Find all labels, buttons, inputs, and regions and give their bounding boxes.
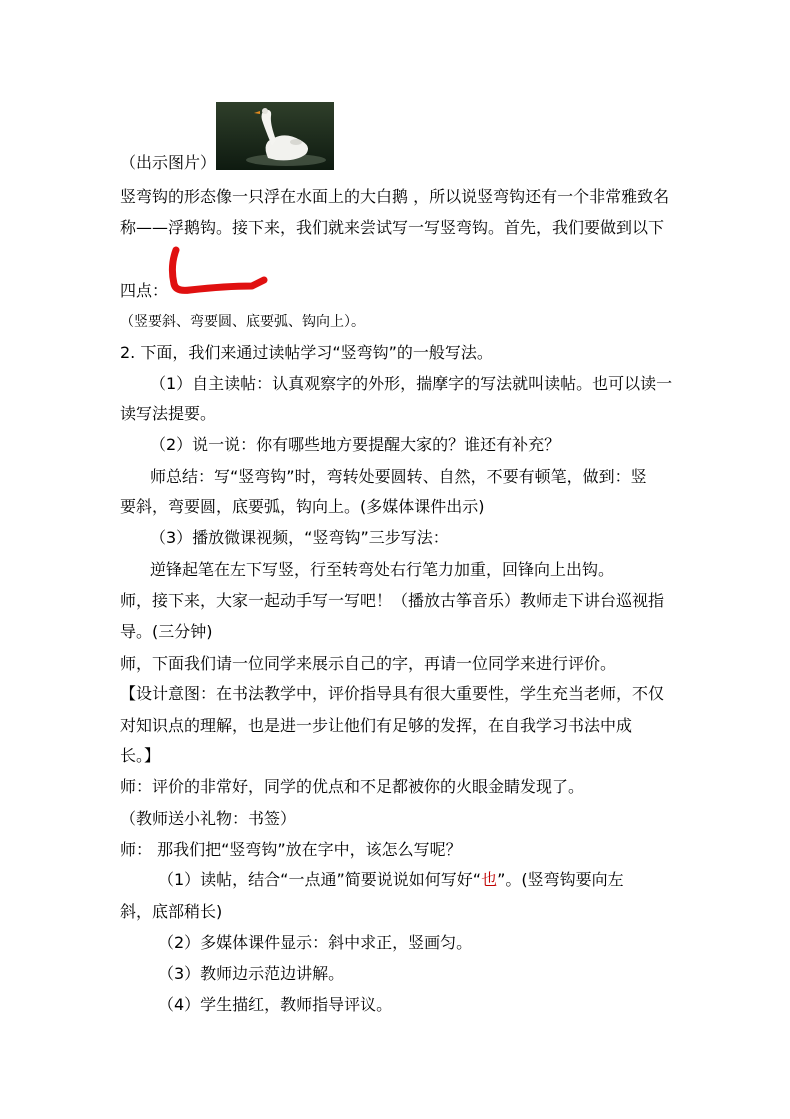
line-13: 逆锋起笔在左下写竖，行至转弯处右行笔力加重，回锋向上出钩。 xyxy=(150,560,615,579)
line-23: （1）读帖，结合“一点通”简要说说如何写好“也”。(竖弯钩要向左 xyxy=(158,870,624,889)
line-26: （3）教师边示范边讲解。 xyxy=(158,964,345,983)
line-19: 长。】 xyxy=(120,746,161,765)
line-27: （4）学生描红，教师指导评议。 xyxy=(158,995,393,1014)
line-9: （2）说一说：你有哪些地方要提醒大家的？谁还有补充？ xyxy=(150,435,561,454)
line-8: 读写法提要。 xyxy=(120,404,217,423)
line-15: 导。(三分钟) xyxy=(120,622,213,641)
line-21: （教师送小礼物：书签） xyxy=(120,809,297,828)
vertical-bend-hook-stroke xyxy=(166,246,268,298)
line-22: 师： 那我们把“竖弯钩”放在字中，该怎么写呢？ xyxy=(120,840,462,859)
line-7: （1）自主读帖：认真观察字的外形，揣摩字的写法就叫读帖。也可以读一 xyxy=(150,374,673,393)
goose-photo xyxy=(216,102,334,170)
line-2: 竖弯钩的形态像一只浮在水面上的大白鹅 ，所以说竖弯钩还有一个非常雅致名 xyxy=(120,187,670,206)
line-4: 四点： xyxy=(120,281,169,300)
line-25: （2）多媒体课件显示：斜中求正，竖画匀。 xyxy=(158,933,473,952)
line-16: 师，下面我们请一位同学来展示自己的字，再请一位同学来进行评价。 xyxy=(120,654,617,673)
line-5: （竖要斜、弯要圆、底要弧、钩向上）。 xyxy=(120,314,365,330)
line-10: 师总结：写“竖弯钩”时，弯转处要圆转、自然，不要有顿笔，做到：竖 xyxy=(150,467,647,486)
line-6: 2. 下面，我们来通过读帖学习“竖弯钩”的一般写法。 xyxy=(120,343,493,362)
line-1: （出示图片） xyxy=(120,153,217,172)
line-11: 要斜，弯要圆，底要弧，钩向上。(多媒体课件出示) xyxy=(120,497,485,516)
line-17: 【设计意图：在书法教学中，评价指导具有很大重要性，学生充当老师，不仅 xyxy=(120,684,665,703)
line-14: 师，接下来，大家一起动手写一写吧！（播放古筝音乐）教师走下讲台巡视指 xyxy=(120,591,665,610)
line-12: （3）播放微课视频，“竖弯钩”三步写法： xyxy=(150,528,449,547)
highlight-char: 也 xyxy=(481,870,498,889)
line-24: 斜，底部稍长) xyxy=(120,902,223,921)
line-18: 对知识点的理解，也是进一步让他们有足够的发挥，在自我学习书法中成 xyxy=(120,716,633,735)
line-20: 师：评价的非常好，同学的优点和不足都被你的火眼金睛发现了。 xyxy=(120,777,585,796)
line-3: 称——浮鹅钩。接下来，我们就来尝试写一写竖弯钩。首先，我们要做到以下 xyxy=(120,218,665,237)
